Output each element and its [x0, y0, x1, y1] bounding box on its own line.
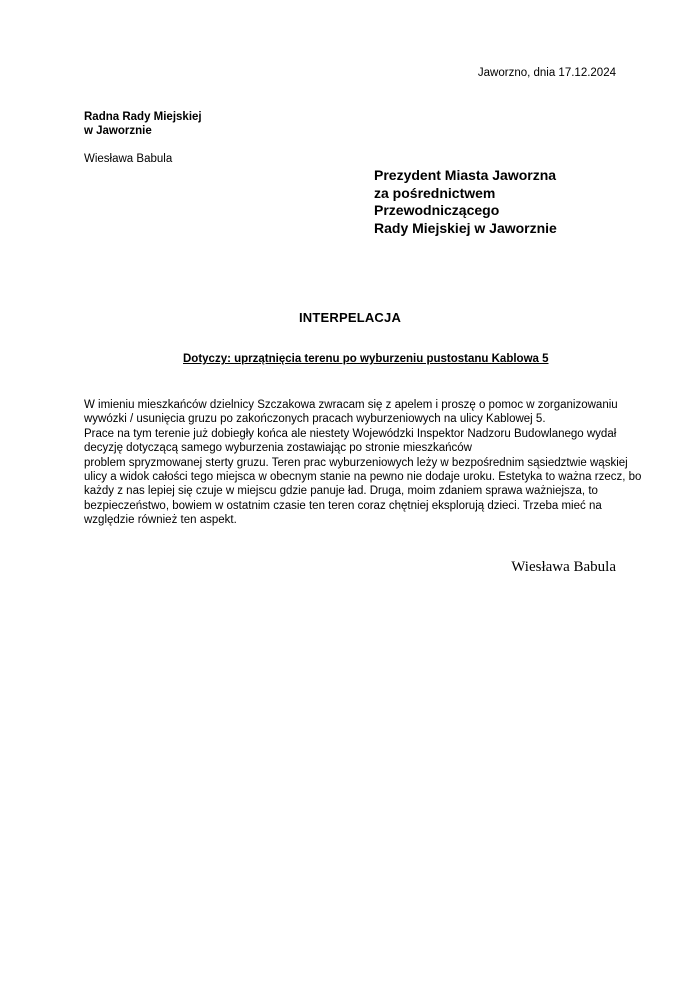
sender-name: Wiesława Babula — [84, 153, 173, 165]
document-body — [84, 398, 644, 528]
recipient-line: Przewodniczącego — [374, 202, 500, 218]
body-line: ulicy a widok całości tego miejsca w obecnym stanie na pewno nie dodaje uroku. Estetyka to ważna rzecz, bo — [84, 471, 642, 484]
recipient-block — [374, 167, 557, 237]
document-title: INTERPELACJA — [298, 310, 402, 325]
sender-title-line: Radna Rady Miejskiej — [84, 111, 202, 123]
body-line: każdy z nas lepiej się czuje w miejscu gdzie panuje ład. Druga, moim zdaniem sprawa ważniejsza, to — [84, 485, 598, 498]
recipient-line: Rady Miejskiej w Jaworznie — [374, 219, 557, 236]
recipient-line: za pośrednictwem — [374, 184, 496, 201]
document-subject: Dotyczy: uprzątnięcia terenu po wyburzeniu pustostanu Kablowa 5 — [183, 353, 549, 365]
body-line: decyzję dotyczącą samego wyburzenia zostawiając po stronie mieszkańców — [84, 442, 472, 455]
body-line: wywózki / usunięcia gruzu po zakończonych pracach wyburzeniowych na ulicy Kablowej 5. — [84, 413, 546, 426]
recipient-line: Prezydent Miasta Jaworzna — [374, 167, 557, 183]
body-line: W imieniu mieszkańców dzielnicy Szczakowa zwracam się z apelem i proszę o pomoc w zorganizowaniu — [84, 399, 618, 411]
body-line: Prace na tym terenie już dobiegły końca ale niestety Wojewódzki Inspektor Nadzoru Budowlanego wydał — [84, 427, 617, 440]
signature: Wiesława Babula — [511, 559, 616, 575]
sender-block — [84, 110, 202, 138]
body-line: bezpieczeństwo, bowiem w ostatnim czasie ten teren coraz chętniej eksplorują dzieci. Trzeba mieć na — [84, 499, 602, 512]
body-line: problem spryzmowanej sterty gruzu. Teren prac wyburzeniowych leży w bezpośrednim sąsiedztwie wąskiej — [84, 456, 628, 469]
sender-title-line: w Jaworznie — [84, 125, 152, 137]
date-line: Jaworzno, dnia 17.12.2024 — [477, 67, 616, 79]
body-line: względzie również ten aspekt. — [84, 514, 237, 527]
